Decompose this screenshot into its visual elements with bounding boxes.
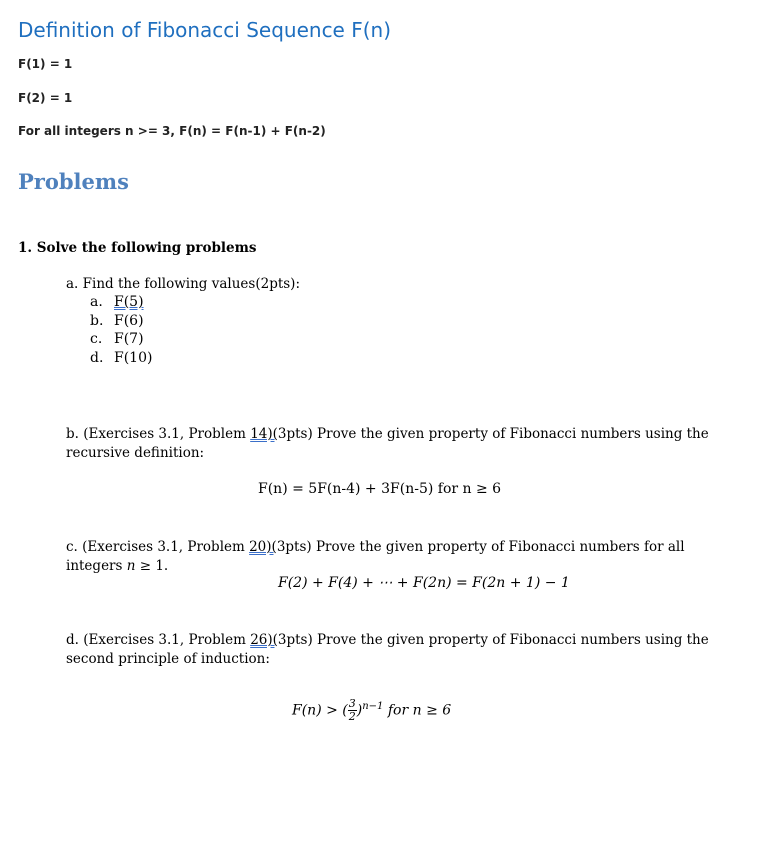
fraction — [348, 698, 357, 723]
part-c-condition: ≥ 1. — [135, 558, 169, 574]
list-item-value: F(10) — [114, 350, 153, 366]
part-d-formula-rest: for n ≥ 6 — [383, 702, 452, 719]
part-b-suffix: 3pts) Prove the given property of Fibonacci numbers using the — [277, 426, 709, 442]
list-item-label: b. — [90, 313, 104, 329]
list-item — [90, 313, 144, 329]
part-d-prefix: d. (Exercises 3.1, Problem — [66, 632, 251, 648]
part-d-reference: 26)( — [250, 632, 278, 648]
part-d-formula-lhs: F(n) > ( — [292, 702, 348, 719]
list-item-value: F(6) — [114, 313, 144, 329]
part-b-reference: 14)( — [250, 426, 278, 442]
part-c-line-2 — [66, 558, 168, 574]
part-c-line-1 — [66, 539, 685, 555]
problems-heading: Problems — [18, 169, 129, 194]
part-c-prefix: c. (Exercises 3.1, Problem — [66, 539, 250, 555]
part-b-line-2: recursive definition: — [66, 445, 205, 461]
list-item — [90, 331, 144, 347]
part-c-suffix: 3pts) Prove the given property of Fibonacci numbers for all — [276, 539, 685, 555]
part-c-variable: n — [126, 558, 136, 574]
part-b-line-1 — [66, 426, 709, 442]
list-item-label: c. — [90, 331, 103, 347]
fraction-denominator: 2 — [348, 710, 356, 723]
fraction-numerator: 3 — [348, 697, 356, 710]
part-d-suffix: 3pts) Prove the given property of Fibonacci numbers using the — [277, 632, 709, 648]
list-item-label: d. — [90, 350, 104, 366]
problem-1-title: 1. Solve the following problems — [18, 240, 257, 256]
part-b-formula: F(n) = 5F(n-4) + 3F(n-5) for n ≥ 6 — [258, 481, 502, 497]
part-b-prefix: b. (Exercises 3.1, Problem — [66, 426, 251, 442]
part-c-reference: 20)( — [249, 539, 277, 555]
definition-line-1: F(1) = 1 — [18, 57, 73, 71]
part-d-line-2: second principle of induction: — [66, 651, 270, 667]
part-d-formula-close: ) — [356, 702, 363, 719]
part-c-formula: F(2) + F(4) + ⋯ + F(2n) = F(2n + 1) − 1 — [278, 575, 570, 591]
list-item-label: a. — [90, 294, 103, 310]
page-title: Definition of Fibonacci Sequence F(n) — [18, 18, 392, 42]
part-d-line-1 — [66, 632, 709, 648]
list-item-value: F(7) — [114, 331, 144, 347]
part-c-text: integers — [66, 558, 127, 574]
list-item-value: F(5) — [114, 294, 144, 310]
list-item — [90, 294, 144, 310]
part-a-intro: a. Find the following values(2pts): — [66, 276, 301, 292]
definition-line-3: For all integers n >= 3, F(n) = F(n-1) + F(n-2) — [18, 124, 326, 138]
part-d-formula — [292, 698, 451, 723]
definition-line-2: F(2) = 1 — [18, 91, 73, 105]
part-d-exponent: n−1 — [362, 700, 384, 712]
list-item — [90, 350, 152, 366]
